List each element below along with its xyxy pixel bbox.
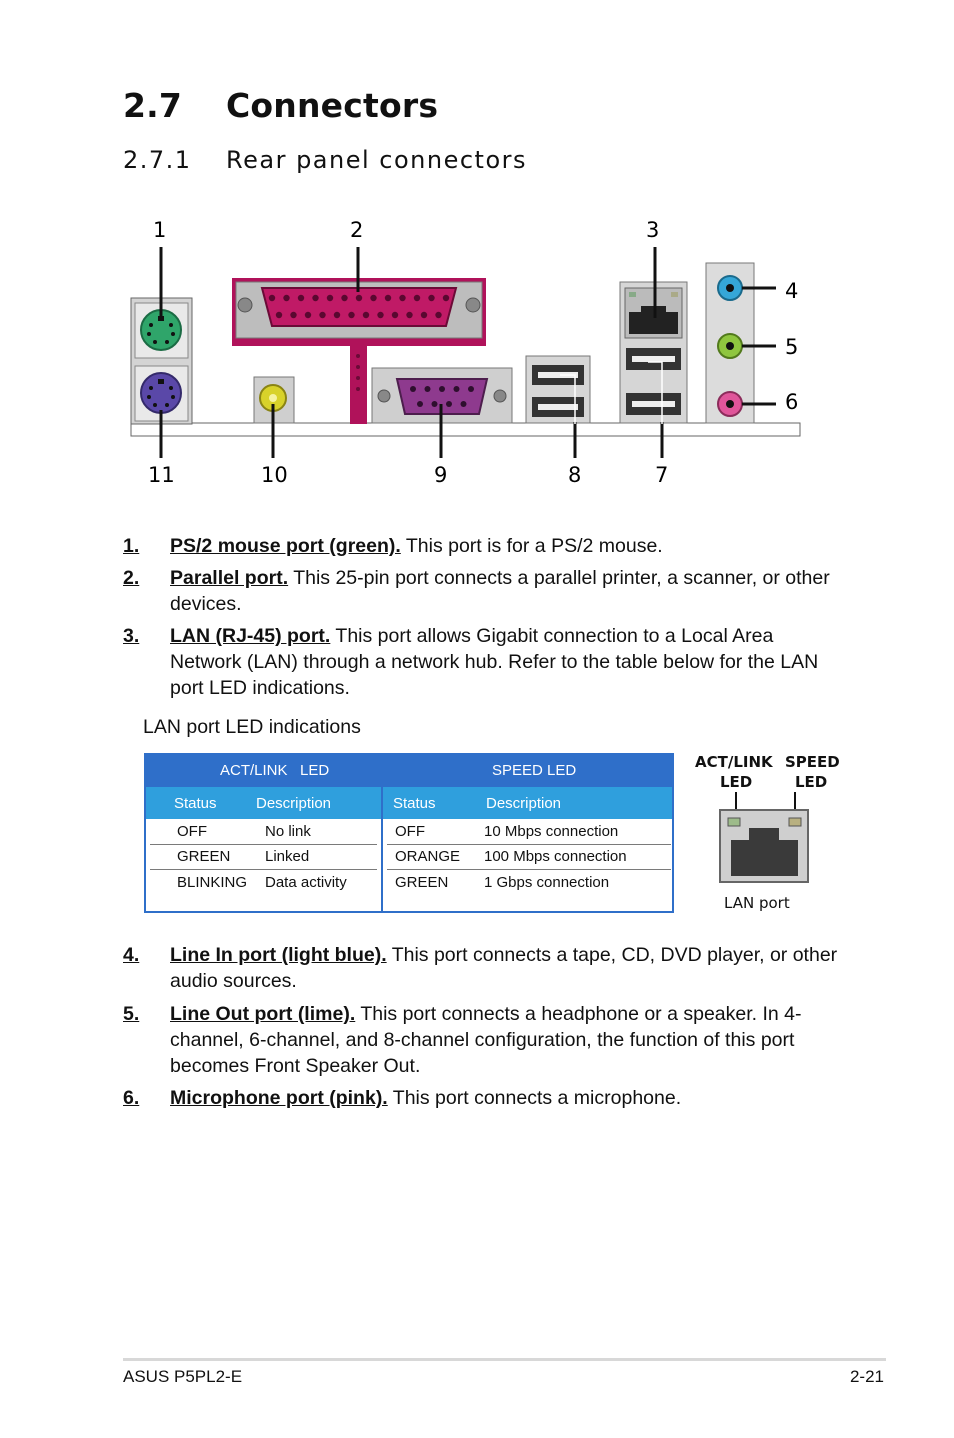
item-text: This 25-pin port connects a parallel printer, a scanner, or other devices. [170, 567, 830, 615]
parallel-pin [269, 295, 275, 301]
callout-11: 11 [148, 463, 175, 487]
rear-panel-diagram [0, 0, 954, 510]
subheader-cell: Status [393, 795, 436, 812]
list-item [123, 1001, 843, 1079]
list-item [123, 565, 843, 617]
callout-10: 10 [261, 463, 288, 487]
item-number: 6. [123, 1087, 140, 1109]
parallel-pin [414, 295, 420, 301]
item-number: 4. [123, 944, 140, 966]
parallel-pin [406, 312, 412, 318]
parallel-pin [392, 312, 398, 318]
table-cell: 100 Mbps connection [484, 848, 627, 865]
parallel-pin [276, 312, 282, 318]
item-title: Line Out port (lime). [170, 1003, 356, 1025]
table-caption: LAN port LED indications [143, 716, 361, 738]
table-cell: 1 Gbps connection [484, 874, 610, 891]
item-title: LAN (RJ-45) port. [170, 625, 331, 647]
callout-1: 1 [153, 218, 167, 242]
row-separator [387, 869, 671, 870]
callout-3: 3 [646, 218, 660, 242]
subheader-cell: Description [256, 795, 332, 812]
table-cell: BLINKING [177, 874, 248, 891]
callout-9: 9 [434, 463, 448, 487]
table-row [146, 874, 672, 900]
subheader-cell: Description [486, 795, 562, 812]
table-subheader [146, 787, 672, 819]
table-cell: 10 Mbps connection [484, 823, 619, 840]
parallel-pin [377, 312, 383, 318]
callout-4: 4 [785, 279, 799, 303]
table-header [146, 755, 672, 787]
section-number: 2.7 [123, 86, 183, 125]
parallel-pin [370, 295, 376, 301]
callout-8: 8 [568, 463, 582, 487]
table-cell: OFF [395, 823, 425, 840]
parallel-pin [356, 295, 362, 301]
parallel-pin [421, 312, 427, 318]
row-separator [387, 844, 671, 845]
parallel-pin [283, 295, 289, 301]
table-cell: GREEN [395, 874, 449, 891]
callout-2: 2 [350, 218, 364, 242]
item-text: This port connects a headphone or a speaker. In 4-channel, 6-channel, and 8-channel configuration, the function of this port becomes Front Speaker Out. [170, 1003, 802, 1077]
footer-page-number: 2-21 [849, 1367, 884, 1386]
subsection-number: 2.7.1 [123, 146, 192, 174]
parallel-pin [428, 295, 434, 301]
row-separator [150, 869, 377, 870]
callout-5: 5 [785, 335, 799, 359]
lan-port-diagram [700, 790, 820, 890]
item-text: This port connects a microphone. [387, 1087, 682, 1109]
serial-pin [410, 386, 416, 392]
led-table [144, 753, 674, 913]
serial-pin [425, 386, 431, 392]
item-title: Parallel port. [170, 567, 289, 589]
header-speed: SPEED LED [492, 762, 577, 779]
parallel-pin [327, 295, 333, 301]
footer-product: ASUS P5PL2-E [123, 1367, 243, 1386]
serial-pin [439, 386, 445, 392]
serial-pin [461, 401, 467, 407]
parallel-pin [334, 312, 340, 318]
subheader-cell: Status [174, 795, 217, 812]
table-row [146, 823, 672, 849]
item-text: This port connects a tape, CD, DVD player, or other audio sources. [170, 944, 838, 992]
parallel-pin [435, 312, 441, 318]
parallel-pin [341, 295, 347, 301]
act-led-label: LED [720, 773, 753, 791]
table-cell: No link [265, 823, 311, 840]
speed-led-label: LED [795, 773, 828, 791]
act-link-label: ACT/LINK [695, 753, 773, 771]
row-separator [150, 844, 377, 845]
parallel-pin [319, 312, 325, 318]
footer-rule [123, 1358, 886, 1361]
list-item [123, 942, 843, 994]
subsection-title: Rear panel connectors [226, 146, 528, 174]
header-act-link: ACT/LINK LED [220, 762, 330, 779]
item-number: 5. [123, 1003, 140, 1025]
parallel-pin [443, 295, 449, 301]
serial-pin [454, 386, 460, 392]
parallel-pin [298, 295, 304, 301]
item-number: 3. [123, 625, 140, 647]
table-cell: Data activity [265, 874, 347, 891]
list-item [123, 533, 843, 559]
section-title: Connectors [226, 86, 439, 125]
serial-pin [417, 401, 423, 407]
speed-label: SPEED [785, 753, 840, 771]
item-number: 2. [123, 567, 140, 589]
parallel-pin [363, 312, 369, 318]
parallel-pin [312, 295, 318, 301]
table-cell: ORANGE [395, 848, 461, 865]
table-cell: Linked [265, 848, 310, 865]
table-cell: GREEN [177, 848, 231, 865]
lan-port-label: LAN port [724, 894, 790, 912]
parallel-pin [348, 312, 354, 318]
list-item [123, 623, 843, 701]
callout-7: 7 [655, 463, 669, 487]
list-item [123, 1085, 843, 1111]
callout-6: 6 [785, 390, 799, 414]
usb-ports-lower [526, 356, 590, 423]
item-title: Microphone port (pink). [170, 1087, 388, 1109]
serial-pin [468, 386, 474, 392]
parallel-pin [399, 295, 405, 301]
parallel-pin [385, 295, 391, 301]
table-cell: OFF [177, 823, 207, 840]
item-number: 1. [123, 535, 140, 557]
item-title: PS/2 mouse port (green). [170, 535, 401, 557]
item-text: This port is for a PS/2 mouse. [400, 535, 663, 557]
serial-pin [446, 401, 452, 407]
item-title: Line In port (light blue). [170, 944, 387, 966]
parallel-pin [290, 312, 296, 318]
serial-pin [432, 401, 438, 407]
parallel-pin [305, 312, 311, 318]
item-text: This port allows Gigabit connection to a Local Area Network (LAN) through a network hub. Refer to the table below for the LAN port LED indications. [170, 625, 819, 699]
table-row [146, 848, 672, 874]
